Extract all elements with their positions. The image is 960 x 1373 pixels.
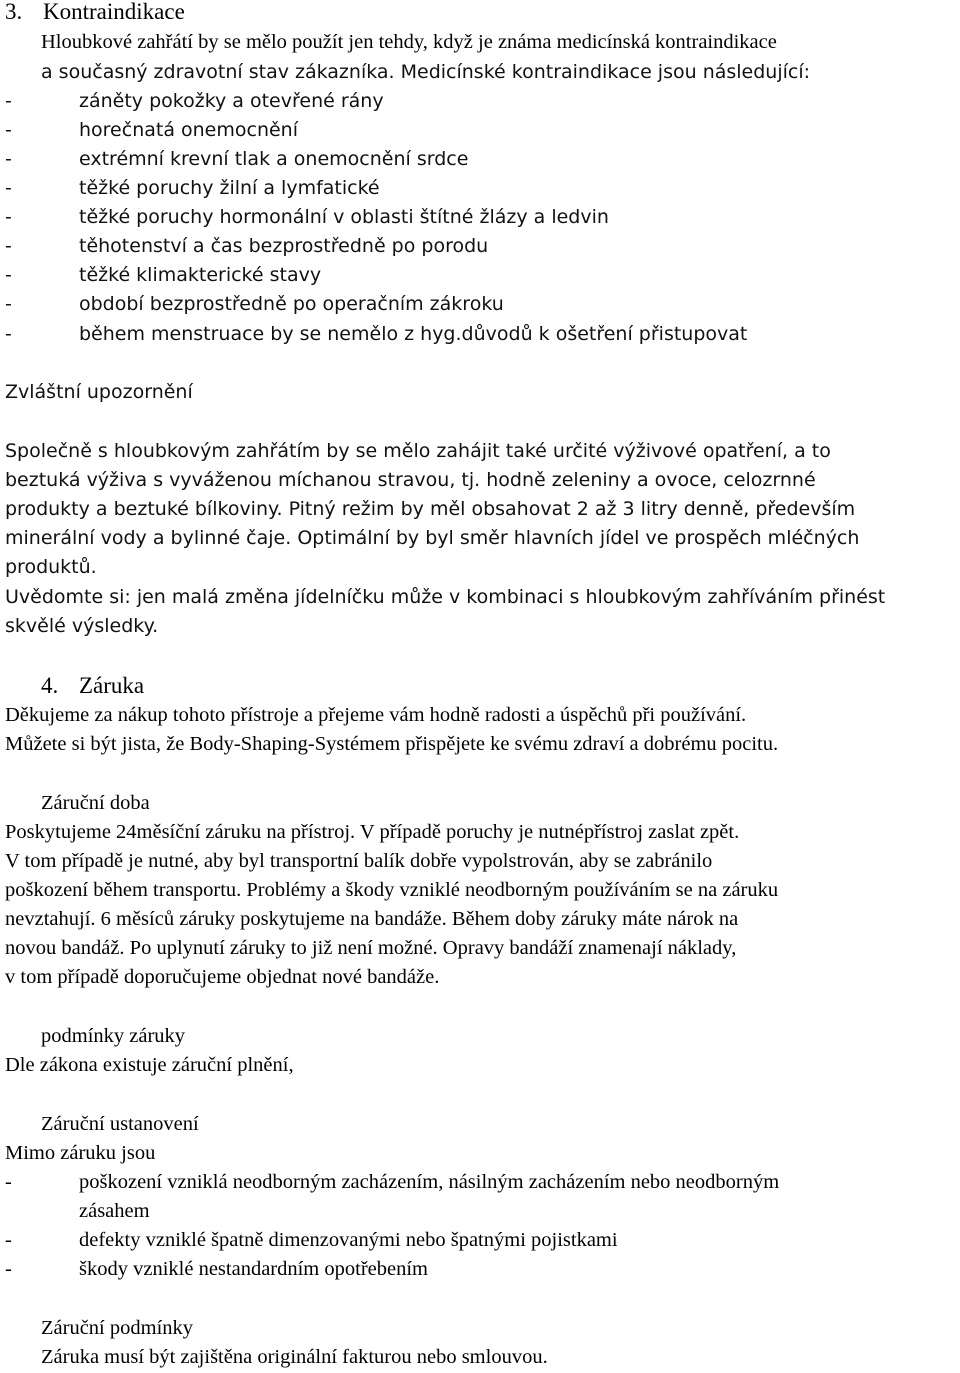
subheading-warranty-conditions: podmínky záruky	[41, 1025, 186, 1047]
list-item: - extrémní krevní tlak a onemocnění srdce	[5, 148, 469, 170]
paragraph-line: Uvědomte si: jen malá změna jídelníčku může v kombinaci s hloubkovým zahříváním přinést	[5, 586, 886, 608]
paragraph-line: nevztahují. 6 měsíců záruky poskytujeme na bandáže. Během doby záruky máte nárok na	[5, 908, 739, 930]
subheading-warranty-period: Záruční doba	[41, 792, 150, 814]
subheading-warranty-provisions: Záruční ustanovení	[41, 1113, 199, 1135]
list-item: - těžké poruchy hormonální v oblasti štítné žlázy a ledvin	[5, 206, 609, 228]
list-item: - škody vzniklé nestandardním opotřebením	[5, 1258, 428, 1280]
special-notice-title: Zvláštní upozornění	[5, 381, 193, 403]
list-item: - poškození vzniklá neodborným zacházením, násilným zacházením nebo neodborným	[5, 1171, 780, 1193]
subheading-warranty-terms: Záruční podmínky	[41, 1317, 194, 1339]
paragraph-line: Společně s hloubkovým zahřátím by se mělo zahájit také určité výživové opatření, a to	[5, 440, 831, 462]
paragraph-line: v tom případě doporučujeme objednat nové bandáže.	[5, 966, 440, 988]
section-title: Kontraindikace	[43, 0, 185, 24]
list-item: - těžké klimakterické stavy	[5, 264, 322, 286]
list-item: - horečnatá onemocnění	[5, 119, 299, 141]
section-number: 3.	[5, 0, 23, 24]
paragraph-line: skvělé výsledky.	[5, 615, 159, 637]
paragraph-line: Mimo záruku jsou	[5, 1142, 156, 1164]
section-heading-warranty	[41, 671, 144, 700]
section-title: Záruka	[79, 673, 145, 698]
list-item: - během menstruace by se nemělo z hyg.důvodů k ošetření přistupovat	[5, 323, 748, 345]
paragraph-line: Můžete si být jista, že Body-Shaping-Systémem přispějete ke svému zdraví a dobrému pocitu.	[5, 733, 779, 755]
list-item: - těžké poruchy žilní a lymfatické	[5, 177, 380, 199]
intro-line: Hloubkové zahřátí by se mělo použít jen tehdy, když je známa medicínská kontraindikace	[41, 31, 777, 53]
list-item: - záněty pokožky a otevřené rány	[5, 90, 384, 112]
paragraph-line: novou bandáž. Po uplynutí záruky to již není možné. Opravy bandáží znamenají náklady,	[5, 937, 737, 959]
paragraph-line: Záruka musí být zajištěna originální fakturou nebo smlouvou.	[41, 1346, 548, 1368]
list-item-continuation: zásahem	[79, 1200, 150, 1222]
paragraph-line: Dle zákona existuje záruční plnění,	[5, 1054, 294, 1076]
paragraph-line: minerální vody a bylinné čaje. Optimální by byl směr hlavních jídel ve prospěch mléčných	[5, 527, 860, 549]
paragraph-line: V tom případě je nutné, aby byl transportní balík dobře vypolstrován, aby se zabránilo	[5, 850, 713, 872]
list-item: - těhotenství a čas bezprostředně po porodu	[5, 235, 489, 257]
paragraph-line: Děkujeme za nákup tohoto přístroje a přejeme vám hodně radosti a úspěchů při používání.	[5, 704, 747, 726]
paragraph-line: produkty a beztuké bílkoviny. Pitný režim by měl obsahovat 2 až 3 litry denně, především	[5, 498, 856, 520]
paragraph-line: beztuká výživa s vyváženou míchanou stravou, tj. hodně zeleniny a ovoce, celozrnné	[5, 469, 816, 491]
section-heading-contraindications	[5, 0, 185, 26]
paragraph-line: Poskytujeme 24měsíční záruku na přístroj. V případě poruchy je nutnépřístroj zaslat zpět.	[5, 821, 740, 843]
intro-line: a současný zdravotní stav zákazníka. Medicínské kontraindikace jsou následující:	[41, 61, 811, 83]
list-item: - defekty vzniklé špatně dimenzovanými nebo špatnými pojistkami	[5, 1229, 618, 1251]
section-number: 4.	[41, 673, 59, 698]
list-item: - období bezprostředně po operačním zákroku	[5, 293, 504, 315]
paragraph-line: produktů.	[5, 556, 97, 578]
paragraph-line: poškození během transportu. Problémy a škody vzniklé neodborným používáním se na záruku	[5, 879, 779, 901]
